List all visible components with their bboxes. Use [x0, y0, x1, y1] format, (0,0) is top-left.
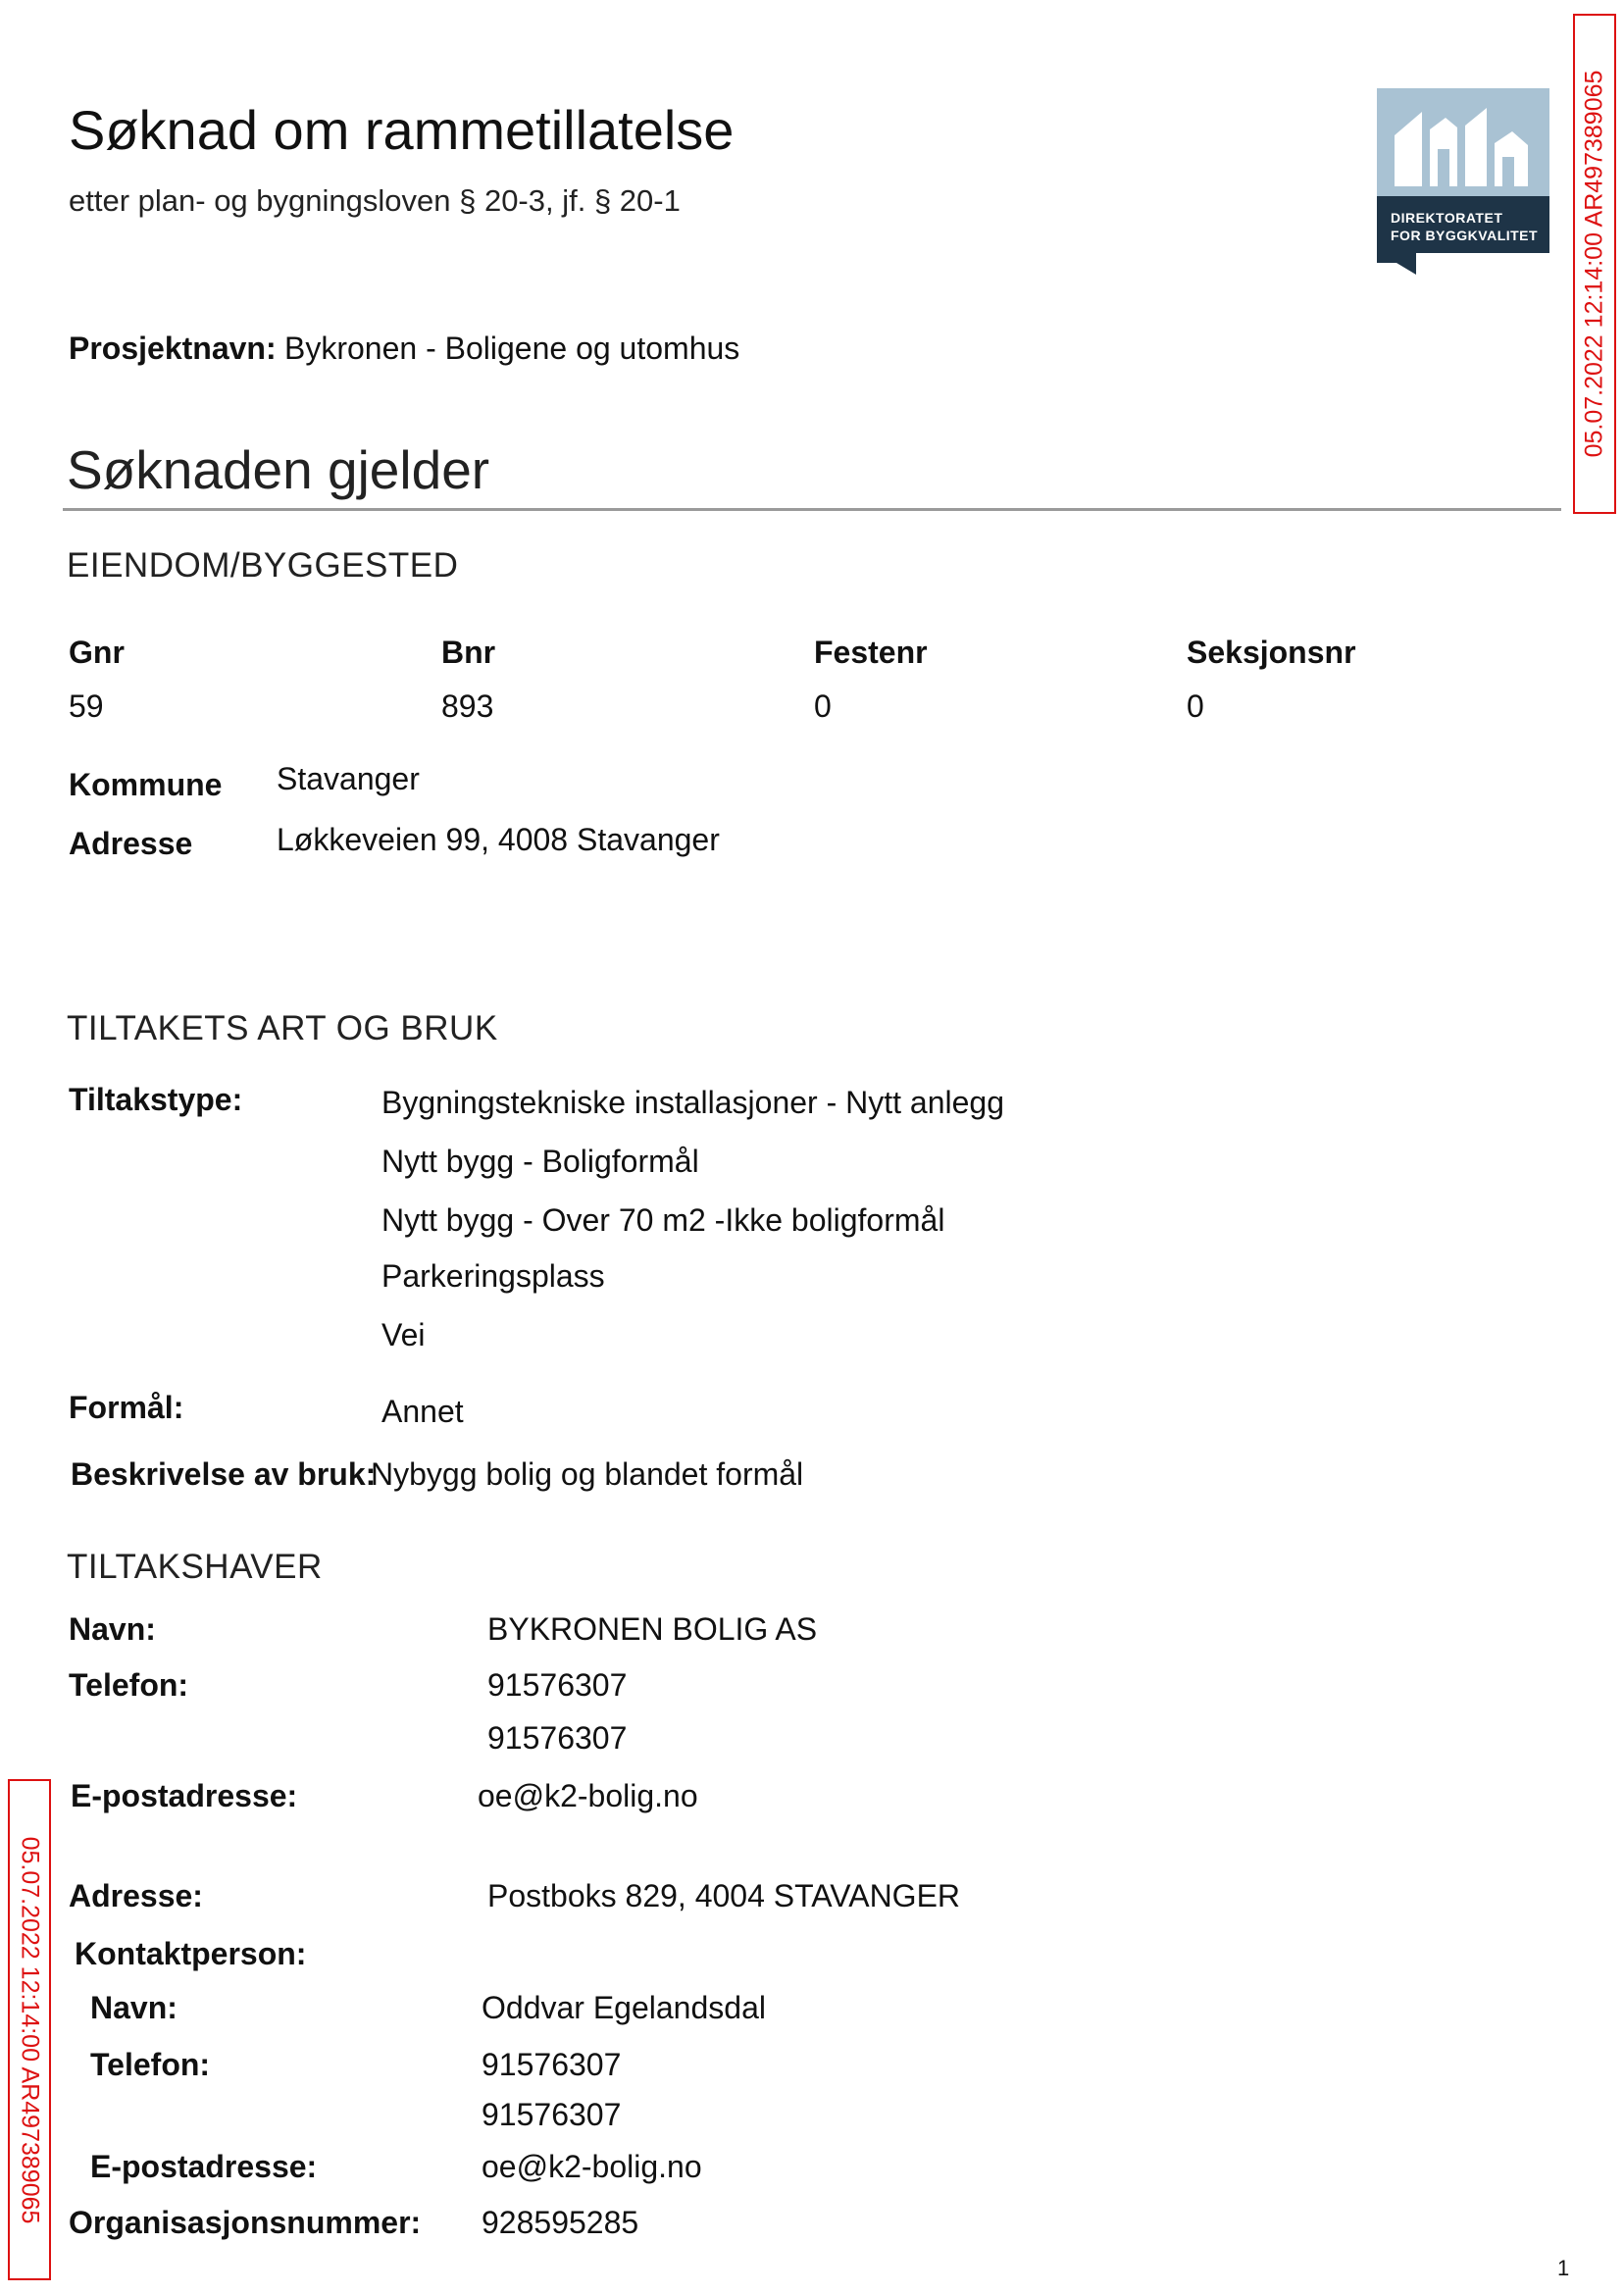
epost-value: oe@k2-bolig.no	[478, 1778, 698, 1813]
kontakt-epost-label: E-postadresse:	[90, 2149, 318, 2184]
telefon-value: 91576307	[487, 1667, 628, 1703]
tiltakstype-label: Tiltakstype:	[69, 1082, 243, 1117]
kontakt-telefon-value-2: 91576307	[482, 2097, 622, 2132]
dibk-logo	[1377, 88, 1549, 275]
page-number: 1	[1557, 2256, 1570, 2280]
kontaktperson-label: Kontaktperson:	[75, 1936, 307, 1971]
navn-label: Navn:	[69, 1611, 156, 1647]
adresse-value: Løkkeveien 99, 4008 Stavanger	[277, 822, 720, 857]
epost-label: E-postadresse:	[71, 1778, 298, 1813]
gnr-value: 59	[69, 688, 104, 724]
project-label: Prosjektnavn:	[69, 331, 277, 366]
kommune-value: Stavanger	[277, 761, 420, 796]
beskrivelse-value: Nybygg bolig og blandet formål	[371, 1456, 804, 1492]
formal-value: Annet	[381, 1394, 464, 1429]
stamp-text: 05.07.2022 12:14:00 AR497389065	[16, 1836, 44, 2223]
section-title: Søknaden gjelder	[67, 439, 490, 500]
timestamp-stamp-right	[1573, 14, 1616, 514]
stamp-text: 05.07.2022 12:14:00 AR497389065	[1580, 70, 1608, 458]
seksjonsnr-label: Seksjonsnr	[1187, 635, 1356, 670]
telefon-value-2: 91576307	[487, 1720, 628, 1756]
document-title: Søknad om rammetillatelse	[69, 99, 735, 161]
kontakt-navn-value: Oddvar Egelandsdal	[482, 1990, 766, 2025]
kontakt-telefon-value: 91576307	[482, 2047, 622, 2082]
adresse-label: Adresse	[69, 826, 193, 861]
beskrivelse-label: Beskrivelse av bruk:	[71, 1456, 377, 1492]
kommune-label: Kommune	[69, 767, 223, 802]
formal-label: Formål:	[69, 1390, 184, 1425]
tiltakstype-item: Nytt bygg - Boligformål	[381, 1144, 699, 1179]
building-logo-icon	[1377, 88, 1549, 275]
tiltakshaver-heading: TILTAKSHAVER	[67, 1548, 323, 1586]
orgnr-label: Organisasjonsnummer:	[69, 2205, 422, 2240]
section-divider	[63, 508, 1561, 511]
festenr-value: 0	[814, 688, 832, 724]
navn-value: BYKRONEN BOLIG AS	[487, 1611, 818, 1647]
gnr-label: Gnr	[69, 635, 125, 670]
tiltakstype-item: Bygningstekniske installasjoner - Nytt anlegg	[381, 1085, 1004, 1120]
telefon-label: Telefon:	[69, 1667, 189, 1703]
eiendom-heading: EIENDOM/BYGGESTED	[67, 546, 459, 585]
festenr-label: Festenr	[814, 635, 928, 670]
project-value: Bykronen - Boligene og utomhus	[284, 331, 740, 366]
adresse-label: Adresse:	[69, 1878, 203, 1913]
timestamp-stamp-left	[8, 1779, 51, 2280]
tiltakstype-item: Vei	[381, 1317, 426, 1352]
orgnr-value: 928595285	[482, 2205, 639, 2240]
kontakt-epost-value: oe@k2-bolig.no	[482, 2149, 702, 2184]
tiltakstype-item: Parkeringsplass	[381, 1258, 605, 1294]
kontakt-telefon-label: Telefon:	[90, 2047, 211, 2082]
bnr-label: Bnr	[441, 635, 496, 670]
tiltakstype-item: Nytt bygg - Over 70 m2 -Ikke boligformål	[381, 1202, 945, 1238]
document-subtitle: etter plan- og bygningsloven § 20-3, jf. § 20-1	[69, 183, 681, 218]
logo-line-2: FOR BYGGKVALITET	[1391, 228, 1539, 243]
kontakt-navn-label: Navn:	[90, 1990, 178, 2025]
seksjonsnr-value: 0	[1187, 688, 1204, 724]
tiltak-heading: TILTAKETS ART OG BRUK	[67, 1009, 498, 1047]
bnr-value: 893	[441, 688, 494, 724]
logo-line-1: DIREKTORATET	[1391, 210, 1503, 226]
adresse-value: Postboks 829, 4004 STAVANGER	[487, 1878, 961, 1913]
